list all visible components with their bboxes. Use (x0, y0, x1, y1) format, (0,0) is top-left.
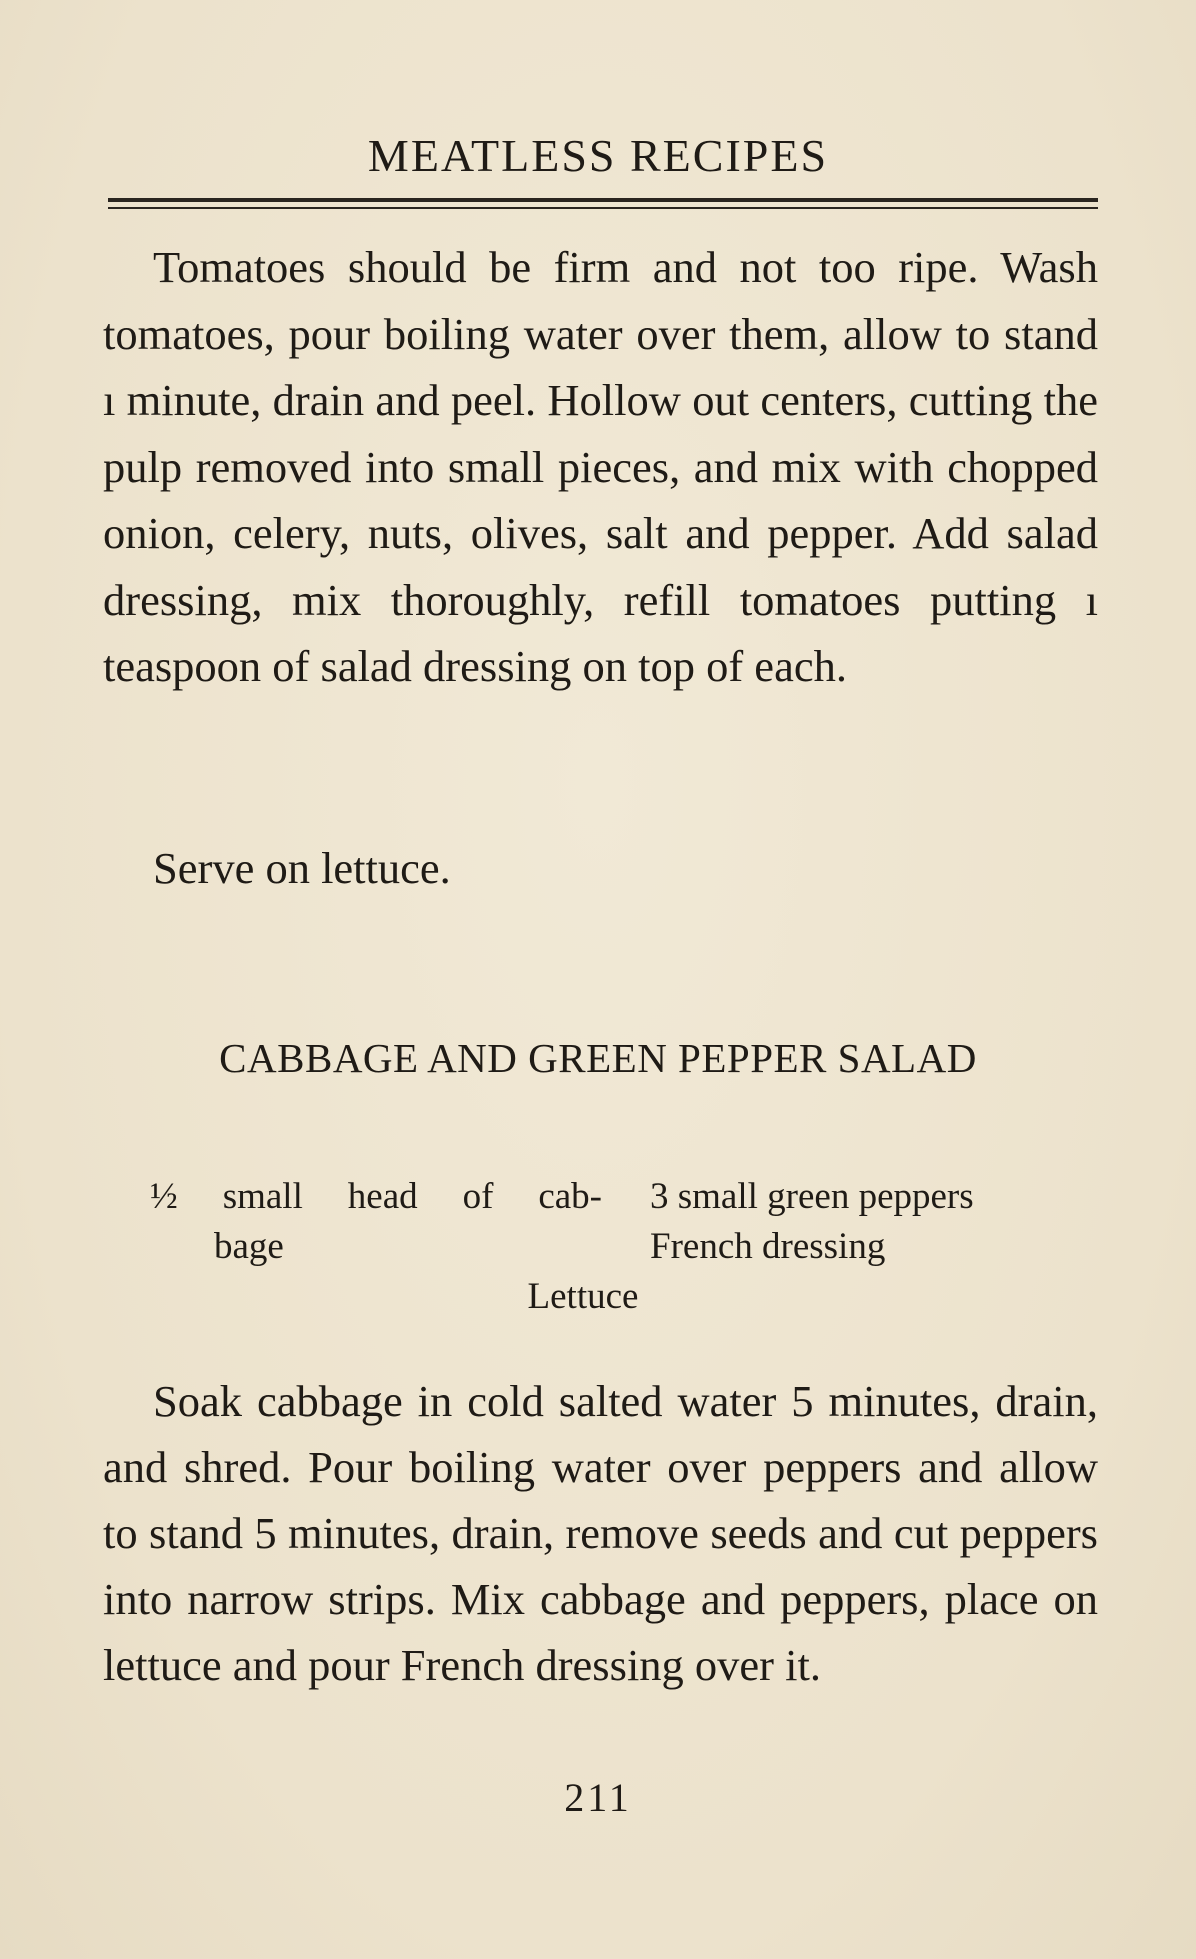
header-rule-thin (108, 207, 1098, 209)
paragraph-cabbage-method: Soak cabbage in cold salted water 5 minutes, drain, and shred. Pour boiling water over peppers and allow to stand 5 minutes, drain, remove seeds and cut peppers into narrow strips. Mix cabbage and peppers, place on lettuce and pour French dressing over it. (103, 1376, 1098, 1690)
ingredient-lettuce: Lettuce (527, 1276, 639, 1317)
header-rule-thick (108, 198, 1098, 202)
page-number: 211 (564, 1775, 632, 1820)
ingredient-french-dressing: French dressing (650, 1226, 886, 1267)
ingredient-green-peppers: 3 small green peppers (650, 1176, 974, 1217)
running-head: MEATLESS RECIPES (367, 130, 829, 181)
paragraph-serve-note: Serve on lettuce. (153, 843, 451, 893)
paragraph-stuffed-tomato-method: Tomatoes should be firm and not too ripe. Wash tomatoes, pour boiling water over them, allow to stand ı minute, drain and peel. Hollow out centers, cutting the pulp removed into small pieces, and mix with chopped onion, celery, nuts, olives, salt and pepper. Add salad dressing, mix thoroughly, refill tomatoes putting ı teaspoon of salad dressing on top of each. (103, 242, 1098, 691)
ingredient-cabbage-line-2: bage (214, 1226, 284, 1267)
ingredient-cabbage-line-1: ½ small head of cab- (150, 1176, 602, 1217)
recipe-title: CABBAGE AND GREEN PEPPER SALAD (219, 1035, 977, 1081)
